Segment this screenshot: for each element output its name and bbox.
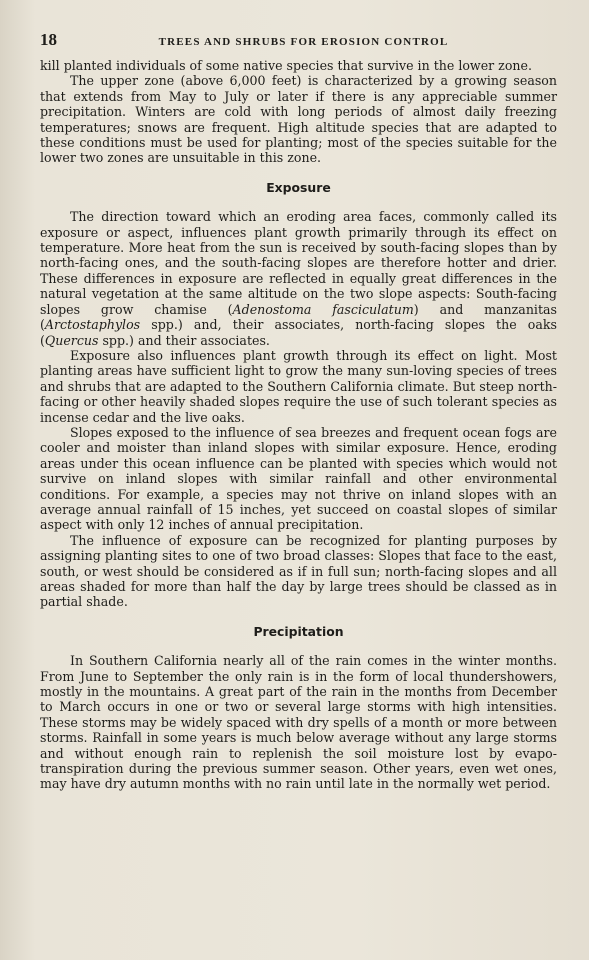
page-number: 18 — [40, 30, 57, 49]
species-name-quercus: Quercus — [44, 332, 99, 348]
page-header — [40, 30, 557, 58]
body-text — [40, 58, 557, 792]
species-name-adenostoma: Adenostoma fasciculatum — [232, 301, 414, 317]
species-name-arctostaphylos: Arctostaphylos — [44, 317, 141, 333]
exposure-heading: Exposure — [266, 179, 331, 195]
exposure-paragraph-4: The influence of exposure can be recognized for planting purposes by assigning planting sites to one of two broad classes: Slopes that face to the east, south, or west should be considered as if in full sun; north-facing slopes and all areas shaded for more than half the day by large trees should be classed as in partial shade. — [40, 532, 557, 610]
running-title: TREES AND SHRUBS FOR EROSION CONTROL — [158, 36, 449, 48]
exposure-paragraph-2: Exposure also influences plant growth through its effect on light. Most planting areas have sufficient light to grow the many sun-loving species of trees and shrubs that are adapted to the Southern California climate. But steep north-facing or other heavily shaded slopes require the use of such tolerant species as incense cedar and the live oaks. — [40, 347, 557, 425]
exposure-paragraph-1: The direction toward which an eroding area faces, commonly called its exposure or aspect, influences plant growth primarily through its effect on temperature. More heat from the sun is received by south-facing slopes than by north-facing ones, and the south-facing slopes are therefore hotter and drier. These differences in exposure are reflected in equally great differences in the natural vegetation at the same altitude on the two slope aspects: South-facing slopes grow chamise (Adenostoma fasciculatum) and manzanitas (Arctostaphylos spp.) and, their associates, north-facing slopes the oaks (Quercus spp.) and their associates. — [40, 209, 557, 348]
exposure-paragraph-3: Slopes exposed to the influence of sea breezes and frequent ocean fogs are cooler and moister than inland slopes with similar exposure. Hence, eroding areas under this ocean influence can be planted with species which would not survive on inland slopes with similar rainfall and other environmental conditions. For example, a species may not thrive on inland slopes with an average annual rainfall of 15 inches, yet succeed on coastal slopes of similar aspect with only 12 inches of annual precipitation. — [40, 424, 557, 533]
continued-paragraph: kill planted individuals of some native species that survive in the lower zone. — [40, 58, 532, 73]
precipitation-heading: Precipitation — [253, 623, 344, 639]
precipitation-paragraph-1: In Southern California nearly all of the rain comes in the winter months. From June to September the only rain is in the form of local thundershowers, mostly in the mountains. A great part of the rain in the months from December to March occurs in one or two or several large storms with high intensities. These storms may be widely spaced with dry spells of a month or more between storms. Rainfall in some years is much below average without any large storms and without enough rain to replenish the soil moisture lost by evapo-transpiration during the previous summer season. Other years, even wet ones, may have dry autumn months with no rain until late in the normally wet period. — [40, 653, 557, 792]
upper-zone-paragraph: The upper zone (above 6,000 feet) is characterized by a growing season that extends from May to July or later if there is any appreciable summer precipitation. Winters are cold with long periods of almost daily freezing temperatures; snows are frequent. High altitude species that are adapted to these conditions must be used for planting; most of the species suitable for the lower two zones are unsuitable in this zone. — [40, 73, 557, 166]
